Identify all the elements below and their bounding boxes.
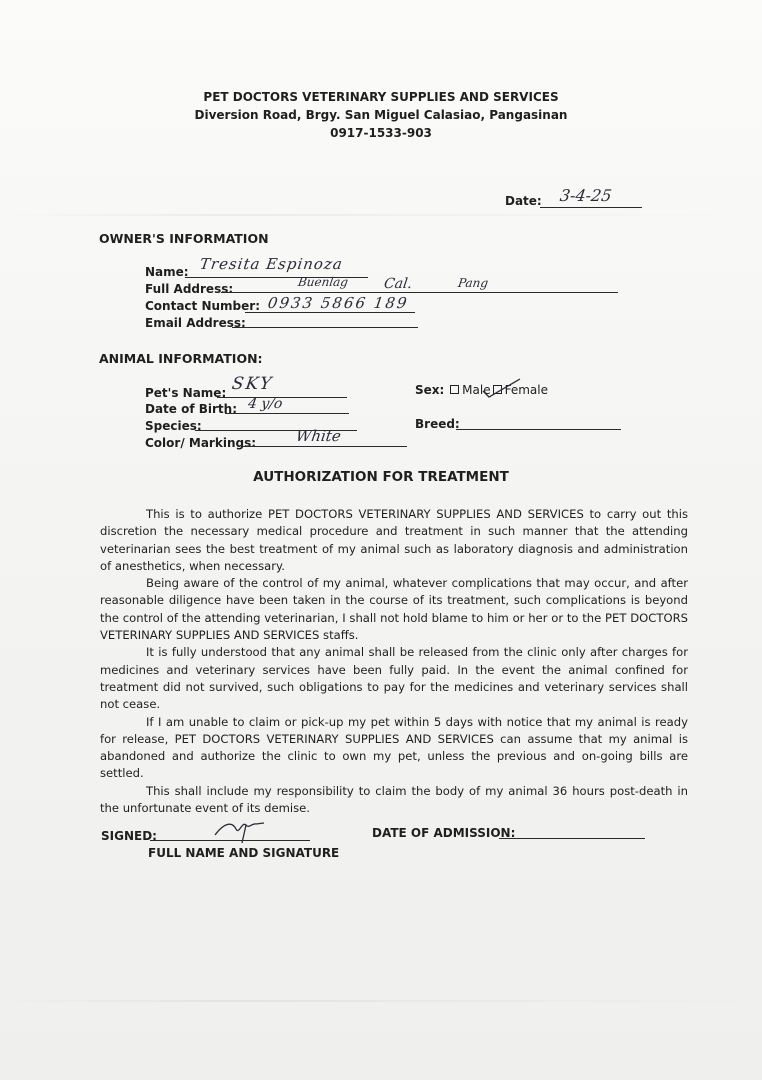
signature-caption: FULL NAME AND SIGNATURE: [148, 846, 340, 860]
admission-date-line: [499, 838, 645, 839]
clinic-phone: 0917-1533-903: [330, 126, 432, 140]
breed-line: [456, 429, 621, 430]
sex-male-label: Male: [462, 383, 491, 397]
paper-crease: [0, 1000, 762, 1002]
signed-label: SIGNED:: [101, 829, 157, 843]
sex-label: Sex:: [415, 383, 445, 397]
authorization-body: [100, 506, 688, 817]
date-value: 3-4-25: [558, 186, 613, 205]
authorization-paragraph-4: If I am unable to claim or pick-up my pet within 5 days with notice that my animal is ready for release, PET DOCTORS VETERINARY SUPPLIES AND SERVICES can assume that my animal is abandoned and authorize the clinic to own my pet, unless the previous and on-going bills are settled.: [100, 714, 688, 781]
authorization-paragraph-2: Being aware of the control of my animal, whatever complications that may occur, and after reasonable diligence have been taken in the course of its treatment, such complications is beyond the control of the attending veterinarian, I shall not hold blame to him or her or to the PET DOCTORS VETERINARY SUPPLIES AND SERVICES staffs.: [100, 576, 688, 643]
handwritten-signature: [212, 815, 268, 845]
color-value: White: [294, 427, 343, 445]
clinic-address: Diversion Road, Brgy. San Miguel Calasiao, Pangasinan: [194, 108, 568, 122]
authorization-paragraph-5: This shall include my responsibility to claim the body of my animal 36 hours post-death in the unfortunate event of its demise.: [100, 783, 688, 816]
owner-contact-value: 0933 5866 189: [266, 294, 410, 312]
clinic-name: PET DOCTORS VETERINARY SUPPLIES AND SERVICES: [203, 90, 559, 104]
owner-contact-line: [245, 312, 415, 313]
dob-value: 4 y/o: [246, 396, 284, 412]
color-label: Color/ Markings:: [145, 436, 257, 450]
authorization-paragraph-1: This is to authorize PET DOCTORS VETERINARY SUPPLIES AND SERVICES to carry out this discretion the necessary medical procedure and treatment in such manner that the attending veterinarian sees the best treatment of my animal such as laboratory diagnosis and administration of anesthetics, when necessary.: [100, 507, 688, 573]
pet-name-value: SKY: [230, 374, 275, 394]
dob-line: [225, 413, 349, 414]
owner-address-value-3: Pang: [457, 276, 490, 290]
date-line: [540, 207, 642, 208]
admission-date-label: DATE OF ADMISSION:: [372, 826, 516, 840]
color-line: [243, 446, 407, 447]
female-check-mark: [480, 377, 524, 399]
dob-label: Date of Birth:: [145, 402, 238, 416]
authorization-paragraph-3: It is fully understood that any animal shall be released from the clinic only after charges for medicines and veterinary services have been fully paid. In the event the animal confined for treatment did not survived, such obligations to pay for the medicines and veterinary services shall not cease.: [100, 645, 688, 712]
owner-section-heading: OWNER'S INFORMATION: [99, 231, 269, 246]
owner-email-label: Email Address:: [145, 316, 246, 330]
animal-section-heading: ANIMAL INFORMATION:: [99, 351, 263, 366]
paper-crease: [0, 214, 762, 216]
date-label: Date:: [505, 194, 542, 208]
owner-contact-label: Contact Number:: [145, 299, 260, 313]
owner-address-value-1: Buenlag: [297, 275, 350, 289]
owner-name-label: Name:: [145, 265, 189, 279]
pet-name-label: Pet's Name:: [145, 386, 227, 400]
breed-label: Breed:: [415, 417, 460, 431]
sex-male-checkbox[interactable]: [450, 385, 459, 394]
owner-address-label: Full Address:: [145, 282, 234, 296]
sex-female-label: Female: [504, 383, 548, 397]
authorization-title: AUTHORIZATION FOR TREATMENT: [253, 469, 509, 485]
owner-address-value-2: Cal.: [382, 276, 414, 292]
species-label: Species:: [145, 419, 202, 433]
owner-email-line: [232, 327, 418, 328]
owner-name-value: Tresita Espinoza: [198, 255, 345, 273]
owner-address-line: [221, 292, 618, 293]
